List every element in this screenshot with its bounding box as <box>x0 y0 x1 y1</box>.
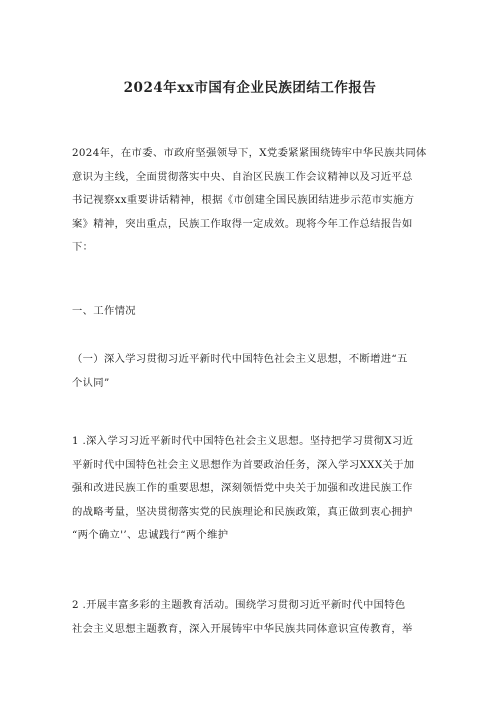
paragraph-line: “两个确立'’、忠诚践行“两个维护 <box>72 529 229 542</box>
paragraph-line: 下： <box>72 241 94 254</box>
paragraph-line: 平新时代中国特色社会主义思想作为首要政治任务，深入学习XXX关于加 <box>72 458 415 471</box>
paragraph-line: 意识为主线，全面贯彻落实中央、自治区民族工作会议精神以及习近平总 <box>72 170 413 183</box>
section-heading: 一、工作情况 <box>72 305 136 317</box>
paragraph-line: 2 .开展丰富多彩的主题教育活动。围绕学习贯彻习近平新时代中国特色 <box>72 599 406 611</box>
subsection-heading <box>72 348 432 395</box>
document-title: 2024年xx市国有企业民族团结工作报告 <box>123 80 377 96</box>
paragraph-line: 1 .深入学习习近平新时代中国特色社会主义思想。坚持把学习贯彻X习近 <box>72 435 414 447</box>
paragraph-line: 案》精神，突出重点，民族工作取得一定成效。现将今年工作总结报告如 <box>72 217 413 230</box>
paragraph-line: 强和改进民族工作的重要思想，深刻领悟党中央关于加强和改进民族工作 <box>72 482 413 495</box>
paragraph-line: 书记视察xx重要讲话精神，根据《市创建全国民族团结进步示范市实施方 <box>72 194 415 207</box>
paragraph-line: （一）深入学习贯彻习近平新时代中国特色社会主义思想，不断增进“五 <box>72 353 408 365</box>
intro-paragraph <box>72 142 432 260</box>
paragraph-line: 2024年，在市委、市政府坚强领导下，X党委紧紧围绕铸牢中华民族共同体 <box>72 147 427 159</box>
item-one-paragraph <box>72 430 432 548</box>
paragraph-line: 的战略考量，坚决贯彻落实党的民族理论和民族政策，真正做到衷心拥护 <box>72 505 413 518</box>
paragraph-line: 个认同” <box>72 376 110 389</box>
paragraph-line: 社会主义思想主题教育，深入开展铸牢中华民族共同体意识宣传教育，举 <box>72 622 413 635</box>
item-two-paragraph <box>72 594 432 641</box>
